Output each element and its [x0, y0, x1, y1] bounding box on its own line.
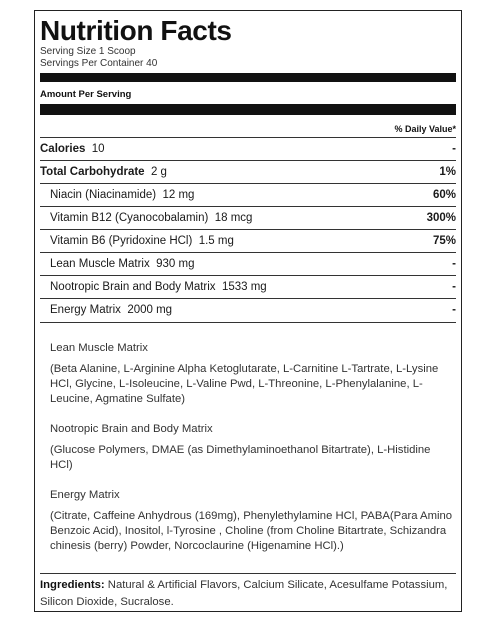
- blend-ingredients: (Glucose Polymers, DMAE (as Dimethylaminoethanol Bitartrate), L-Histidine HCl): [50, 444, 431, 471]
- blend-title: Energy Matrix: [50, 489, 120, 501]
- blend-energy-matrix: [50, 488, 454, 554]
- blend-lean-muscle-matrix: [50, 341, 454, 407]
- nutrient-row-energy-matrix: [40, 298, 456, 323]
- blend-ingredients: (Beta Alanine, L-Arginine Alpha Ketoglutarate, L-Carnitine L-Tartrate, L-Lysine HCl, Glycine, L-Isoleucine, L-Valine Pwd, L-Threonine, L-Phenylalanine, L-Leucine, Agmatine Sulfate): [50, 363, 439, 405]
- blend-title: Nootropic Brain and Body Matrix: [50, 423, 213, 435]
- nutrient-daily-value: -: [452, 304, 456, 316]
- nutrient-row-vitamin-b6: [40, 229, 456, 253]
- nutrient-name: Niacin (Niacinamide): [50, 189, 157, 201]
- nutrient-amount: 930 mg: [156, 258, 195, 270]
- blend-title: Lean Muscle Matrix: [50, 342, 148, 354]
- nutrient-daily-value: 75%: [432, 235, 456, 247]
- serving-size: Serving Size 1 Scoop: [40, 46, 136, 57]
- nutrition-title: Nutrition Facts: [40, 15, 232, 46]
- nutrient-daily-value: 1%: [439, 166, 456, 178]
- blend-nootropic-matrix: [50, 422, 454, 473]
- servings-per-container: Servings Per Container 40: [40, 58, 158, 69]
- nutrient-daily-value: -: [452, 281, 456, 293]
- nutrient-row-nootropic-matrix: [40, 275, 456, 299]
- nutrient-row-calories: [40, 137, 456, 161]
- amount-per-serving: Amount Per Serving: [40, 89, 132, 100]
- nutrient-daily-value: -: [452, 258, 456, 270]
- nutrient-amount: 2000 mg: [127, 304, 173, 316]
- nutrition-label-inner: [40, 11, 456, 611]
- nutrient-daily-value: 60%: [432, 189, 456, 201]
- nutrient-name: Nootropic Brain and Body Matrix: [50, 281, 216, 293]
- nutrient-row-lean-muscle-matrix: [40, 252, 456, 276]
- nutrient-name: Lean Muscle Matrix: [50, 258, 150, 270]
- ingredients-label: Ingredients:: [40, 579, 105, 591]
- nutrient-amount: 1.5 mg: [198, 235, 234, 247]
- ingredients-text: Natural & Artificial Flavors, Calcium Silicate, Acesulfame Potassium, Silicon Dioxide, Sucralose.: [40, 579, 448, 608]
- blend-ingredients: (Citrate, Caffeine Anhydrous (169mg), Phenylethylamine HCl, PABA(Para Amino Benzoic Acid), Inositol, l-Tyrosine , Choline (from Choline Bitartrate, Schizandra chinesis (berry) Powder, Norcoclaurine (Higenamine HCl).): [50, 510, 453, 552]
- nutrient-daily-value: -: [452, 143, 456, 155]
- nutrient-row-total-carbohydrate: [40, 160, 456, 184]
- thick-divider-middle: [40, 104, 456, 115]
- nutrition-label: [34, 10, 462, 612]
- nutrient-amount: 12 mg: [162, 189, 195, 201]
- nutrient-daily-value: 300%: [426, 212, 456, 224]
- nutrient-row-niacin: [40, 183, 456, 207]
- nutrient-name: Vitamin B12 (Cyanocobalamin): [50, 212, 209, 224]
- nutrient-amount: 18 mcg: [214, 212, 253, 224]
- nutrient-amount: 1533 mg: [221, 281, 267, 293]
- nutrient-name: Energy Matrix: [50, 304, 121, 316]
- ingredients-section: [40, 573, 456, 611]
- nutrient-name: Total Carbohydrate: [40, 166, 145, 178]
- thick-divider-top: [40, 73, 456, 82]
- daily-value-header: % Daily Value*: [394, 124, 456, 134]
- nutrient-amount: 2 g: [150, 166, 167, 178]
- nutrient-name: Calories: [40, 143, 86, 155]
- nutrient-amount: 10: [91, 143, 105, 155]
- nutrient-row-vitamin-b12: [40, 206, 456, 230]
- nutrient-name: Vitamin B6 (Pyridoxine HCl): [50, 235, 193, 247]
